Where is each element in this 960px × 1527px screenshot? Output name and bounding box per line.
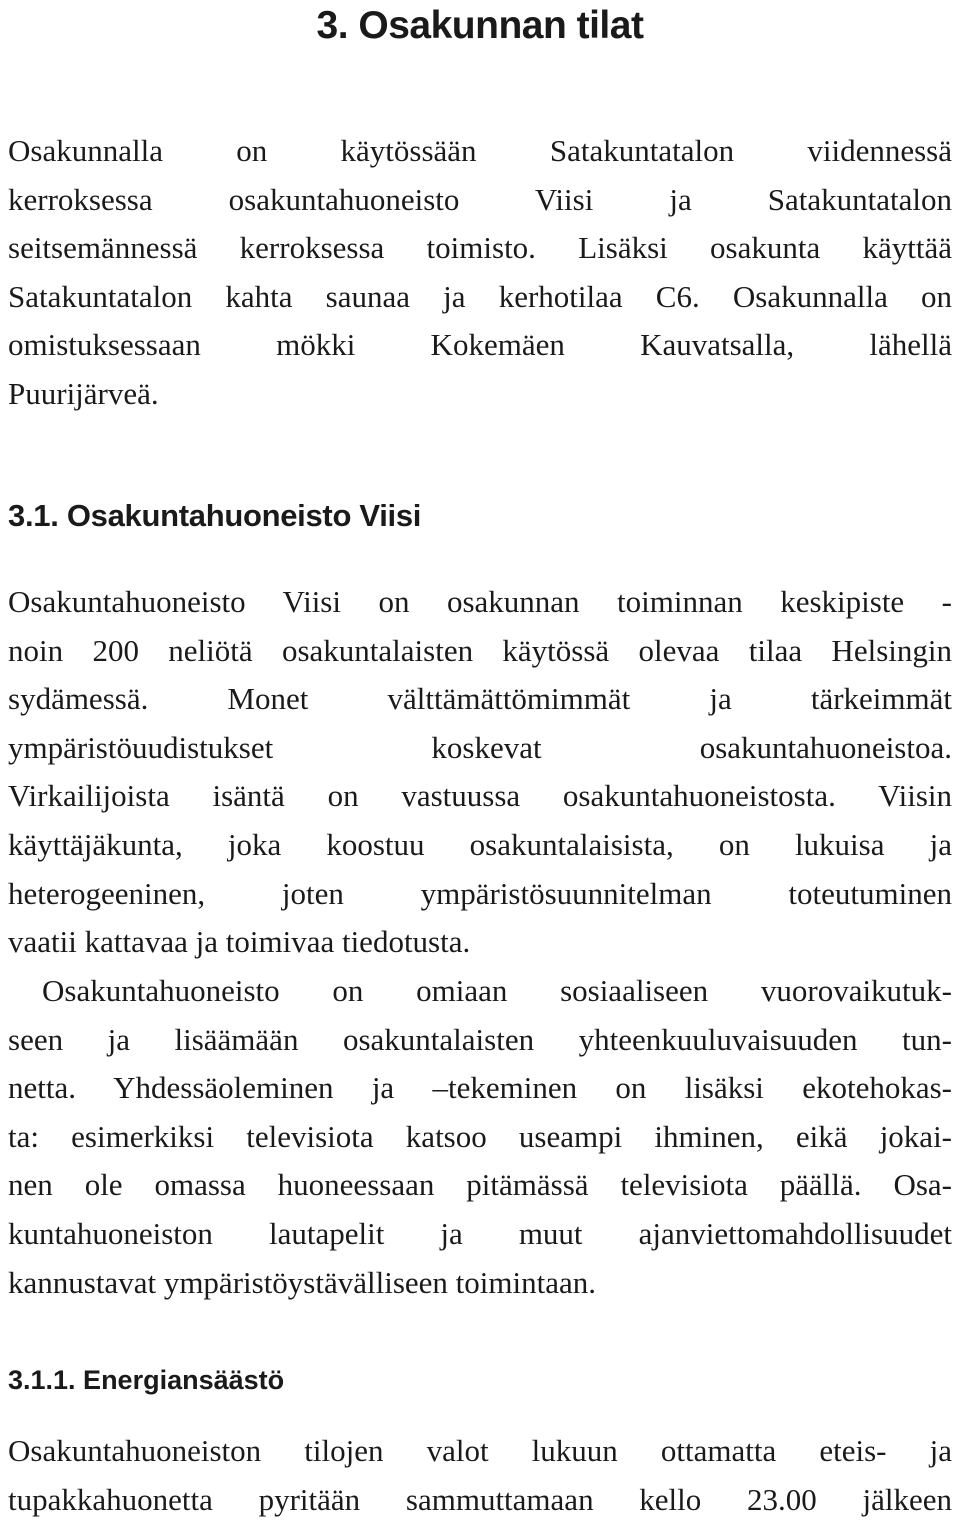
text-line: Virkailijoista isäntä on vastuussa osakuntahuoneistosta. Viisin [8, 778, 952, 814]
subsection-heading: 3.1.1. Energiansäästö [8, 1365, 285, 1395]
text-line: Osakuntahuoneisto Viisi on osakunnan toiminnan keskipiste - [8, 584, 952, 619]
document-page [8, 0, 952, 1517]
text-line: seitsemännessä kerroksessa toimisto. Lisäksi osakunta käyttää [8, 230, 952, 266]
text-line: Osakuntahuoneisto on omiaan sosiaaliseen vuorovaikutuk- [42, 973, 952, 1008]
text-line: Osakuntahuoneiston tilojen valot lukuun ottamatta eteis- ja [8, 1433, 952, 1468]
text-line: sydämessä. Monet välttämättömimmät ja tärkeimmät [8, 681, 952, 717]
intro-paragraph [8, 127, 952, 419]
text-line: Satakuntatalon kahta saunaa ja kerhotilaa C6. Osakunnalla on [8, 278, 952, 314]
text-line: heterogeeninen, joten ympäristösuunnitelman toteutuminen [8, 875, 952, 911]
text-line: kuntahuoneiston lautapelit ja muut ajanviettomahdollisuudet [8, 1215, 952, 1251]
text-line: ympäristöuudistukset koskevat osakuntahuoneistoa. [8, 729, 952, 765]
text-line: kerroksessa osakuntahuoneisto Viisi ja Satakuntatalon [8, 181, 952, 217]
section-paragraph-1 [8, 578, 952, 967]
text-line: seen ja lisäämään osakuntalaisten yhteenkuuluvaisuuden tun- [8, 1021, 952, 1057]
section-paragraph-2 [8, 967, 952, 1307]
text-line: ta: esimerkiksi televisiota katsoo useampi ihminen, eikä jokai- [8, 1118, 952, 1154]
text-line: käyttäjäkunta, joka koostuu osakuntalaisista, on lukuisa ja [8, 826, 952, 862]
text-line: vaatii kattavaa ja toimivaa tiedotusta. [8, 924, 471, 960]
text-line: nen ole omassa huoneessaan pitämässä televisiota päällä. Osa- [8, 1167, 952, 1203]
section-heading: 3.1. Osakuntahuoneisto Viisi [8, 498, 422, 533]
text-line: netta. Yhdessäoleminen ja –tekeminen on lisäksi ekotehokas- [8, 1070, 952, 1106]
text-line: Osakunnalla on käytössään Satakuntatalon viidennessä [8, 133, 952, 168]
text-line: noin 200 neliötä osakuntalaisten käytössä olevaa tilaa Helsingin [8, 632, 952, 668]
text-line: Puurijärveä. [8, 375, 159, 411]
text-line: tupakkahuonetta pyritään sammuttamaan kello 23.00 jälkeen [8, 1481, 952, 1517]
page-title: 3. Osakunnan tilat [316, 4, 644, 47]
subsection-paragraph [8, 1427, 952, 1524]
text-line: omistuksessaan mökki Kokemäen Kauvatsalla, lähellä [8, 327, 952, 363]
text-line: kannustavat ympäristöystävälliseen toimintaan. [8, 1264, 597, 1300]
